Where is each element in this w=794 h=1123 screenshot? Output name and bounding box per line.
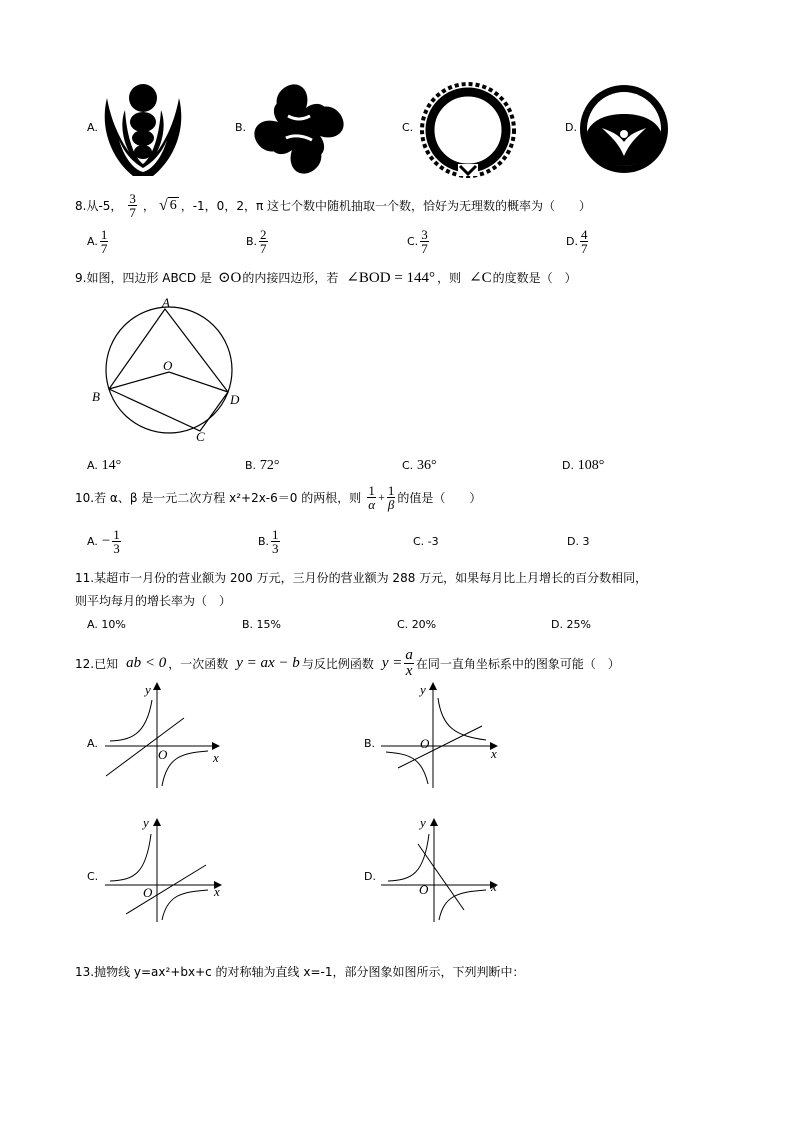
q9-stem <box>75 268 577 287</box>
q10-suffix: 的值是（ ） <box>397 491 482 505</box>
q9-angle-c: ∠C <box>469 270 492 286</box>
q10-stem <box>75 484 481 511</box>
q8-sqrt-arg: 6 <box>169 198 177 213</box>
q10-prefix: 若 α、β 是一元二次方程 x²+2x-6＝0 的两根，则 <box>94 491 362 505</box>
q7-option-d-label: D. <box>565 121 577 134</box>
q9-option-a: A. 14° <box>87 458 122 473</box>
q8-sqrt-sign: √ <box>158 196 168 214</box>
q9-label-c: C <box>196 429 205 444</box>
q12-graph-a-origin: O <box>158 747 168 762</box>
q9-angle-bod: ∠BOD = 144° <box>346 270 436 286</box>
q12-graph-b <box>378 678 503 790</box>
q12-graph-b-x: x <box>491 746 497 761</box>
q12-stem <box>75 648 620 679</box>
q8-number: 8. <box>75 198 87 213</box>
q12-graph-a-x: x <box>213 750 219 765</box>
q8-rest: ，-1，0，2，π 这七个数中随机抽取一个数，恰好为无理数的概率为（ ） <box>180 199 591 213</box>
circle-emblem-icon <box>580 80 668 178</box>
q9-label-o: O <box>163 358 173 373</box>
q11-option-c: C. 20% <box>397 618 437 631</box>
q9-option-c: C. 36° <box>402 458 437 473</box>
q12-graph-a-y: y <box>145 682 151 697</box>
q10-option-b: B. $\frac{1}{3}$ <box>258 527 279 556</box>
q12-graph-b-y: y <box>420 682 426 697</box>
q9-mid1: 的内接四边形，若 <box>242 271 339 285</box>
q12-graph-d-x: x <box>491 879 497 894</box>
q10-term1: $\frac{1}{\alpha}$ <box>368 483 376 512</box>
q12-number: 12. <box>75 656 95 671</box>
q11-option-a: A. 10% <box>87 618 126 631</box>
q11-option-d: D. 25% <box>551 618 591 631</box>
q9-label-d: D <box>230 392 240 407</box>
q8-fraction-3-7: $\frac{3}{7}$ <box>129 191 136 220</box>
q12-graph-d-y: y <box>420 815 426 830</box>
q10-term2: $\frac{1}{\beta}$ <box>387 483 395 512</box>
q12-graph-a <box>100 678 225 790</box>
q10-option-c: C. -3 <box>413 535 439 548</box>
q9-suffix: 的度数是（ ） <box>492 271 577 285</box>
four-petal-pinwheel-icon <box>250 80 348 178</box>
q12-graph-d <box>378 812 503 924</box>
q12-graph-b-origin: O <box>420 736 430 751</box>
q7-option-b-label: B. <box>235 121 247 134</box>
q12-suffix: 在同一直角坐标系中的图象可能（ ） <box>415 657 620 671</box>
laurel-wreath-icon <box>418 80 518 180</box>
q8-stem <box>75 192 591 219</box>
q10-number: 10. <box>75 490 95 505</box>
q8-prefix: 从-5， <box>86 199 123 213</box>
q10-option-d: D. 3 <box>567 535 590 548</box>
q12-graph-c-label: C. <box>87 870 99 883</box>
q8-option-c: C. $\frac{3}{7}$ <box>407 227 428 256</box>
q7-option-a-label: A. <box>87 121 98 134</box>
q10-option-a: A. − $\frac{1}{3}$ <box>87 527 120 556</box>
q12-condition: ab < 0 <box>126 655 167 671</box>
q9-mid2: ，则 <box>437 271 462 285</box>
q11-line1: 11.某超市一月份的营业额为 200 万元，三月份的营业额为 288 万元，如果每月比上月增长的百分数相同， <box>75 571 648 585</box>
q13-stem: 13.抛物线 y=ax²+bx+c 的对称轴为直线 x=-1，部分图象如图所示，下列判断中： <box>75 965 525 979</box>
q8-option-a: A. $\frac{1}{7}$ <box>87 227 108 256</box>
q12-prefix: 已知 <box>94 657 119 671</box>
q9-option-d: D. 108° <box>562 458 605 473</box>
q12-graph-d-label: D. <box>364 870 376 883</box>
q8-sep: ， <box>142 199 155 213</box>
q12-graph-c <box>102 812 227 924</box>
q8-option-b: B. $\frac{2}{7}$ <box>246 227 267 256</box>
q7-option-c-label: C. <box>402 121 414 134</box>
vase-flower-icon <box>103 80 183 178</box>
q12-inverse-lhs: y = <box>381 655 403 671</box>
q9-option-b: B. 72° <box>245 458 280 473</box>
q12-mid1: ，一次函数 <box>168 657 229 671</box>
q12-graph-d-origin: O <box>419 882 429 897</box>
q12-graph-c-y: y <box>143 815 149 830</box>
q9-label-a: A <box>162 295 170 310</box>
q9-prefix: 如图，四边形 ABCD 是 <box>86 271 212 285</box>
q12-graph-b-label: B. <box>364 737 376 750</box>
q12-linear-function: y = ax − b <box>236 655 300 671</box>
q12-inverse-fraction: $\frac{a}{x}$ <box>405 647 413 679</box>
q9-number: 9. <box>75 270 87 285</box>
q9-circle-o: ⊙O <box>217 270 242 286</box>
q9-label-b: B <box>92 389 100 404</box>
q12-mid2: 与反比例函数 <box>301 657 374 671</box>
q12-graph-c-origin: O <box>143 885 153 900</box>
q11-option-b: B. 15% <box>242 618 281 631</box>
q8-option-d: D. $\frac{4}{7}$ <box>566 227 588 256</box>
q11-line2: 则平均每月的增长率为（ ） <box>75 594 232 608</box>
q10-plus: + <box>378 490 385 504</box>
q12-graph-a-label: A. <box>87 737 98 750</box>
q12-graph-c-x: x <box>214 884 220 899</box>
